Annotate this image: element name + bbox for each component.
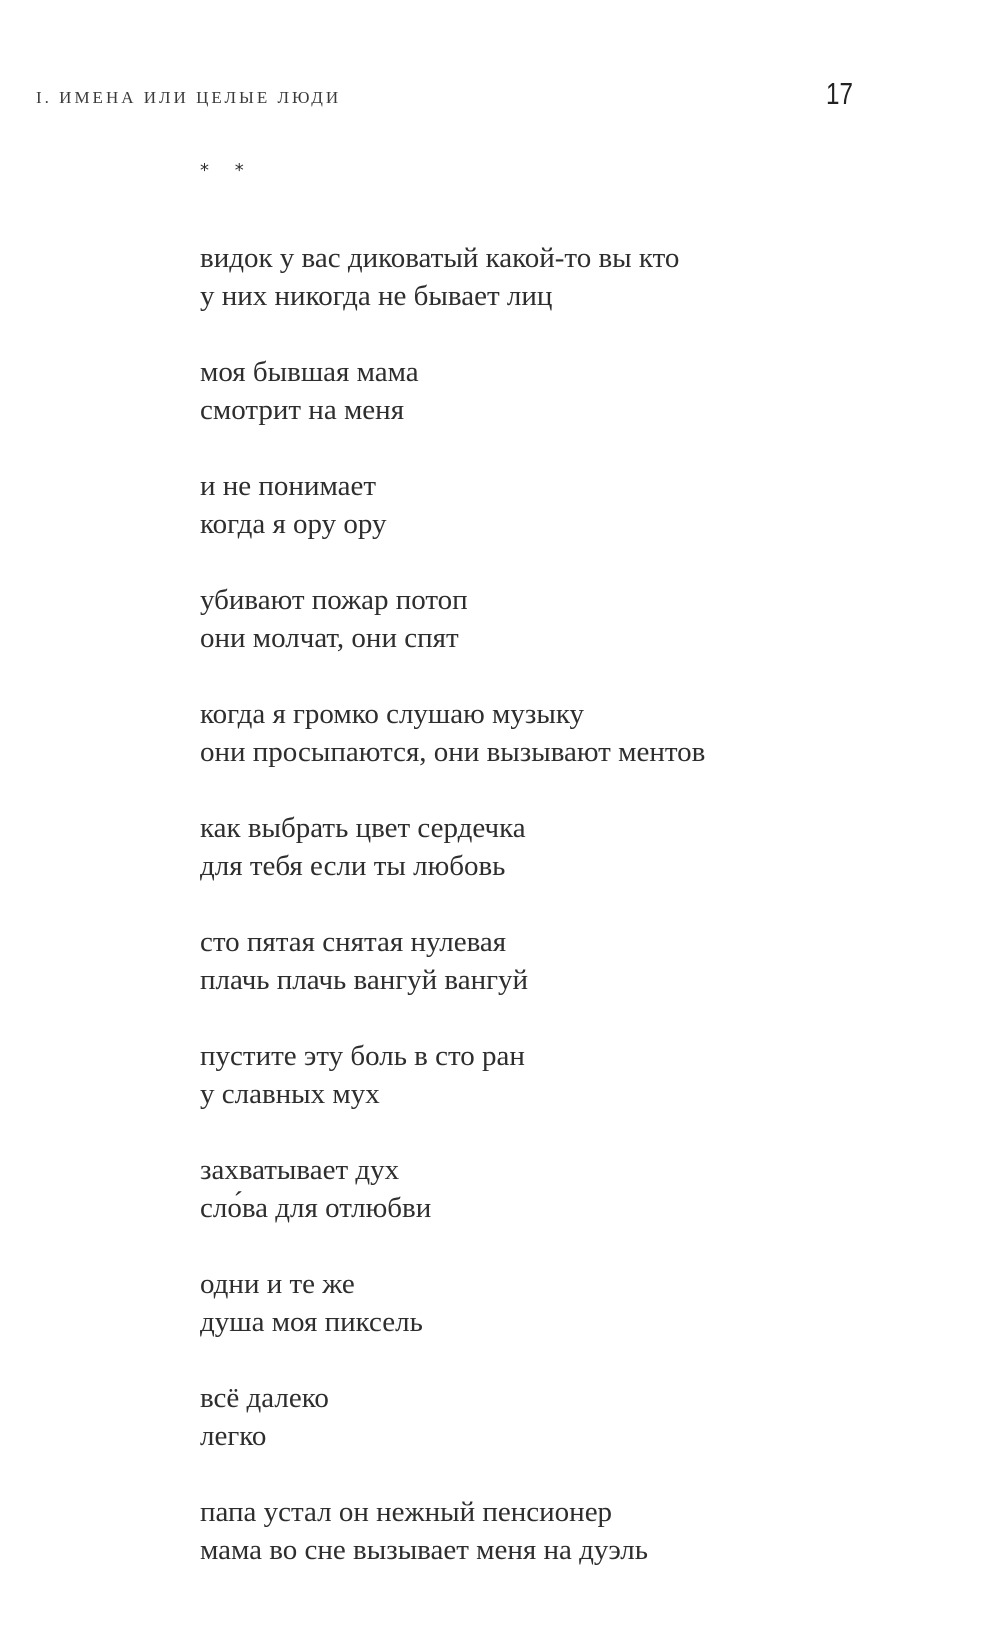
poem-line: душа моя пиксель (200, 1306, 423, 1338)
poem-line: как выбрать цвет сердечка (200, 812, 526, 844)
stanza (200, 1493, 960, 1607)
poem-line: видок у вас диковатый какой-то вы кто (200, 242, 680, 274)
poem-line: когда я ору ору (200, 508, 387, 540)
poem-line: у славных мух (200, 1078, 380, 1110)
stanza (200, 239, 960, 353)
poem-line: захватывает дух (200, 1154, 400, 1186)
poem-line: пустите эту боль в сто ран (200, 1040, 525, 1072)
stanza (200, 1379, 960, 1493)
poem-line: сло́ва для отлюбви (200, 1192, 432, 1224)
poem-line: смотрит на меня (200, 394, 405, 426)
poem-line: для тебя если ты любовь (200, 850, 506, 882)
poem-line: легко (200, 1420, 267, 1452)
poem-line: сто пятая снятая нулевая (200, 926, 507, 958)
stanza (200, 353, 960, 467)
poem-line: убивают пожар потоп (200, 584, 468, 616)
poem-line: и не понимает (200, 470, 377, 502)
poem-body (200, 239, 960, 1607)
poem-line: когда я громко слушаю музыку (200, 698, 585, 730)
stanza (200, 923, 960, 1037)
stanza (200, 1265, 960, 1379)
stanza (200, 1037, 960, 1151)
poem-line: одни и те же (200, 1268, 355, 1300)
stanza (200, 1151, 960, 1265)
poem-line: папа устал он нежный пенсионер (200, 1496, 613, 1528)
poem-line: они молчат, они спят (200, 622, 459, 654)
poem-line: моя бывшая мама (200, 356, 419, 388)
stanza (200, 695, 960, 809)
stanza (200, 809, 960, 923)
poem-line: мама во сне вызывает меня на дуэль (200, 1534, 648, 1566)
poem-line: у них никогда не бывает лиц (200, 280, 553, 312)
stanza (200, 581, 960, 695)
running-head: I. ИМЕНА ИЛИ ЦЕЛЫЕ ЛЮДИ (36, 88, 342, 107)
page-number: 17 (826, 76, 853, 111)
poem-line: они просыпаются, они вызывают ментов (200, 736, 706, 768)
section-divider-asterisks: * * (200, 160, 254, 181)
poem-line: плачь плачь вангуй вангуй (200, 964, 529, 996)
poem-line: всё далеко (200, 1382, 329, 1414)
stanza (200, 467, 960, 581)
